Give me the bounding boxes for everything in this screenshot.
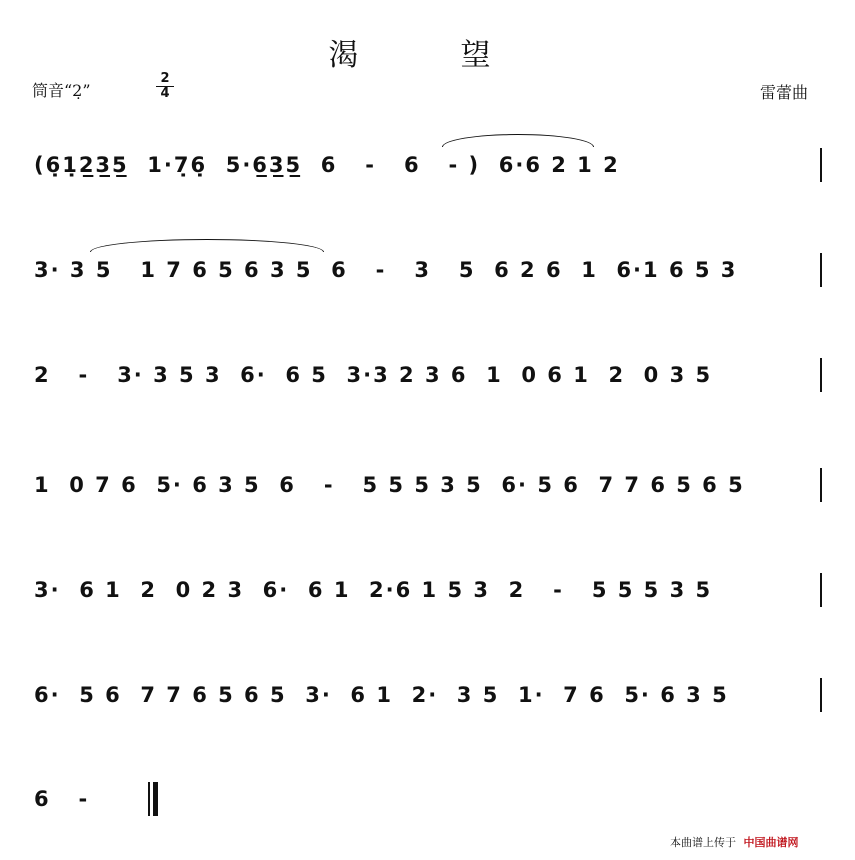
barline — [148, 782, 150, 816]
time-signature-denominator: 4 — [160, 86, 170, 101]
score-line-notes: 3· 6 1 2 0 2 3 6· 6 1 2·6 1 5 3 2 - 5 5 5 3 5 — [34, 578, 713, 602]
score-line-notes: 1 0 7 6 5· 6 3 5 6 - 5 5 5 3 5 6· 5 6 7 7 6 5 6 5 — [34, 473, 745, 497]
barline — [820, 573, 822, 607]
song-title: 渴 望 — [328, 38, 527, 73]
barline — [820, 148, 822, 182]
barline — [820, 468, 822, 502]
score-line-6 — [30, 678, 830, 712]
barline — [820, 358, 822, 392]
time-signature — [156, 72, 174, 101]
score-line-1 — [30, 148, 830, 182]
footer — [670, 834, 799, 850]
score-line-4 — [30, 468, 830, 502]
barline — [820, 678, 822, 712]
final-barline — [153, 782, 158, 816]
footer-text: 本曲谱上传于 — [670, 836, 736, 849]
score-line-notes: 3· 3 5 1 7 6 5 6 3 5 6 - 3 5 6 2 6 1 6·1 6 5 3 — [34, 258, 738, 282]
score-line-3 — [30, 358, 830, 392]
score-line-5 — [30, 573, 830, 607]
score-line-2 — [30, 253, 830, 287]
score-line-notes: (6̣1̣2̲3̲5̲ 1·7̣6̣ 5·6̲3̲5̲ 6 - 6 - ) 6·6 2 1 2 — [34, 153, 620, 177]
score-line-notes: 6 - — [34, 787, 90, 811]
composer: 雷蕾曲 — [760, 83, 809, 102]
time-signature-numerator: 2 — [156, 72, 174, 87]
barline — [820, 253, 822, 287]
score-line-notes: 6· 5 6 7 7 6 5 6 5 3· 6 1 2· 3 5 1· 7 6 5· 6 3 5 — [34, 683, 729, 707]
slur-mark — [442, 134, 594, 147]
score-line-notes: 2 - 3· 3 5 3 6· 6 5 3·3 2 3 6 1 0 6 1 2 0 3 5 — [34, 363, 713, 387]
key-signature: 筒音“2̣” — [32, 81, 91, 100]
score-line-7 — [30, 782, 830, 816]
slur-mark — [90, 239, 324, 252]
site-logo-text: 中国曲谱网 — [743, 836, 799, 849]
